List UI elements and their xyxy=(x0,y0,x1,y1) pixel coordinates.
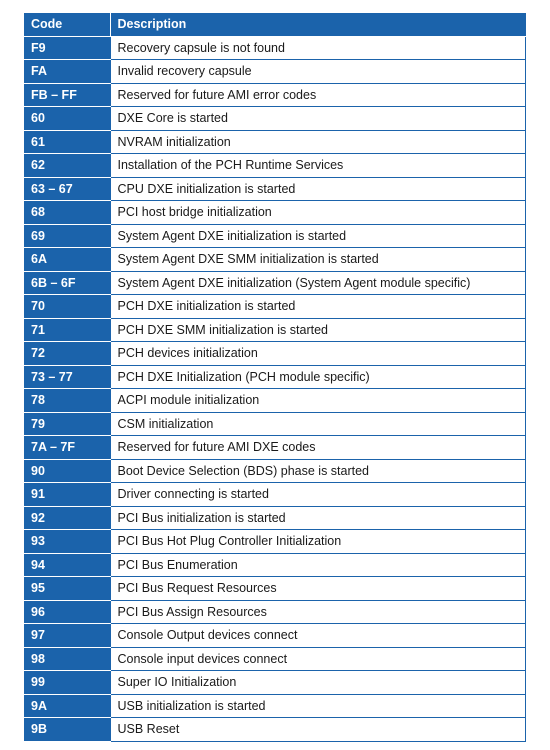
code-cell: 70 xyxy=(24,295,110,319)
table-row xyxy=(24,224,525,248)
code-cell: 92 xyxy=(24,506,110,530)
table-row xyxy=(24,389,525,413)
column-header-code: Code xyxy=(24,13,110,36)
table-row xyxy=(24,671,525,695)
code-cell: 96 xyxy=(24,600,110,624)
table-row xyxy=(24,506,525,530)
table-row xyxy=(24,553,525,577)
description-cell: Installation of the PCH Runtime Services xyxy=(110,154,525,178)
table-row xyxy=(24,483,525,507)
table-row xyxy=(24,342,525,366)
description-cell: PCI Bus initialization is started xyxy=(110,506,525,530)
code-cell: FB – FF xyxy=(24,83,110,107)
description-cell: PCI Bus Request Resources xyxy=(110,577,525,601)
code-cell: 9A xyxy=(24,694,110,718)
description-cell: PCI Bus Enumeration xyxy=(110,553,525,577)
description-cell: Console Output devices connect xyxy=(110,624,525,648)
description-cell: Reserved for future AMI error codes xyxy=(110,83,525,107)
description-cell: Reserved for future AMI DXE codes xyxy=(110,436,525,460)
code-cell: 69 xyxy=(24,224,110,248)
code-cell: 71 xyxy=(24,318,110,342)
code-cell: 9B xyxy=(24,718,110,742)
description-cell: PCH DXE Initialization (PCH module specific) xyxy=(110,365,525,389)
table-row xyxy=(24,577,525,601)
code-cell: FA xyxy=(24,60,110,84)
table-row xyxy=(24,412,525,436)
column-header-description: Description xyxy=(110,13,525,36)
table-row xyxy=(24,271,525,295)
description-cell: CPU DXE initialization is started xyxy=(110,177,525,201)
table-row xyxy=(24,624,525,648)
description-cell: USB Reset xyxy=(110,718,525,742)
description-cell: DXE Core is started xyxy=(110,107,525,131)
description-cell: CSM initialization xyxy=(110,412,525,436)
description-cell: PCH devices initialization xyxy=(110,342,525,366)
table-row xyxy=(24,718,525,742)
table-row xyxy=(24,83,525,107)
description-cell: USB initialization is started xyxy=(110,694,525,718)
table-row xyxy=(24,177,525,201)
description-cell: PCI host bridge initialization xyxy=(110,201,525,225)
code-cell: F9 xyxy=(24,36,110,60)
code-cell: 98 xyxy=(24,647,110,671)
code-cell: 94 xyxy=(24,553,110,577)
description-cell: Invalid recovery capsule xyxy=(110,60,525,84)
table-row xyxy=(24,318,525,342)
code-cell: 97 xyxy=(24,624,110,648)
code-cell: 62 xyxy=(24,154,110,178)
description-cell: System Agent DXE initialization is started xyxy=(110,224,525,248)
description-cell: Super IO Initialization xyxy=(110,671,525,695)
code-cell: 7A – 7F xyxy=(24,436,110,460)
description-cell: Recovery capsule is not found xyxy=(110,36,525,60)
table-row xyxy=(24,60,525,84)
code-cell: 78 xyxy=(24,389,110,413)
code-cell: 63 – 67 xyxy=(24,177,110,201)
table-row xyxy=(24,107,525,131)
table-body xyxy=(24,36,525,741)
code-cell: 6A xyxy=(24,248,110,272)
table-row xyxy=(24,530,525,554)
code-cell: 6B – 6F xyxy=(24,271,110,295)
description-cell: NVRAM initialization xyxy=(110,130,525,154)
table-row xyxy=(24,459,525,483)
code-cell: 68 xyxy=(24,201,110,225)
description-cell: Console input devices connect xyxy=(110,647,525,671)
table-header xyxy=(24,13,525,36)
code-cell: 93 xyxy=(24,530,110,554)
table-row xyxy=(24,36,525,60)
code-cell: 99 xyxy=(24,671,110,695)
code-cell: 79 xyxy=(24,412,110,436)
table-row xyxy=(24,201,525,225)
description-cell: System Agent DXE initialization (System Agent module specific) xyxy=(110,271,525,295)
post-code-table xyxy=(24,13,526,742)
description-cell: ACPI module initialization xyxy=(110,389,525,413)
code-cell: 61 xyxy=(24,130,110,154)
table-row xyxy=(24,436,525,460)
table-row xyxy=(24,647,525,671)
table-row xyxy=(24,600,525,624)
code-cell: 90 xyxy=(24,459,110,483)
description-cell: PCH DXE SMM initialization is started xyxy=(110,318,525,342)
table-row xyxy=(24,694,525,718)
code-cell: 95 xyxy=(24,577,110,601)
table-row xyxy=(24,365,525,389)
code-cell: 60 xyxy=(24,107,110,131)
table-row xyxy=(24,130,525,154)
description-cell: Boot Device Selection (BDS) phase is started xyxy=(110,459,525,483)
code-cell: 91 xyxy=(24,483,110,507)
description-cell: PCI Bus Hot Plug Controller Initialization xyxy=(110,530,525,554)
table-row xyxy=(24,248,525,272)
header-row xyxy=(24,13,525,36)
description-cell: PCI Bus Assign Resources xyxy=(110,600,525,624)
table-row xyxy=(24,154,525,178)
description-cell: Driver connecting is started xyxy=(110,483,525,507)
table-row xyxy=(24,295,525,319)
code-cell: 72 xyxy=(24,342,110,366)
code-cell: 73 – 77 xyxy=(24,365,110,389)
description-cell: System Agent DXE SMM initialization is started xyxy=(110,248,525,272)
description-cell: PCH DXE initialization is started xyxy=(110,295,525,319)
